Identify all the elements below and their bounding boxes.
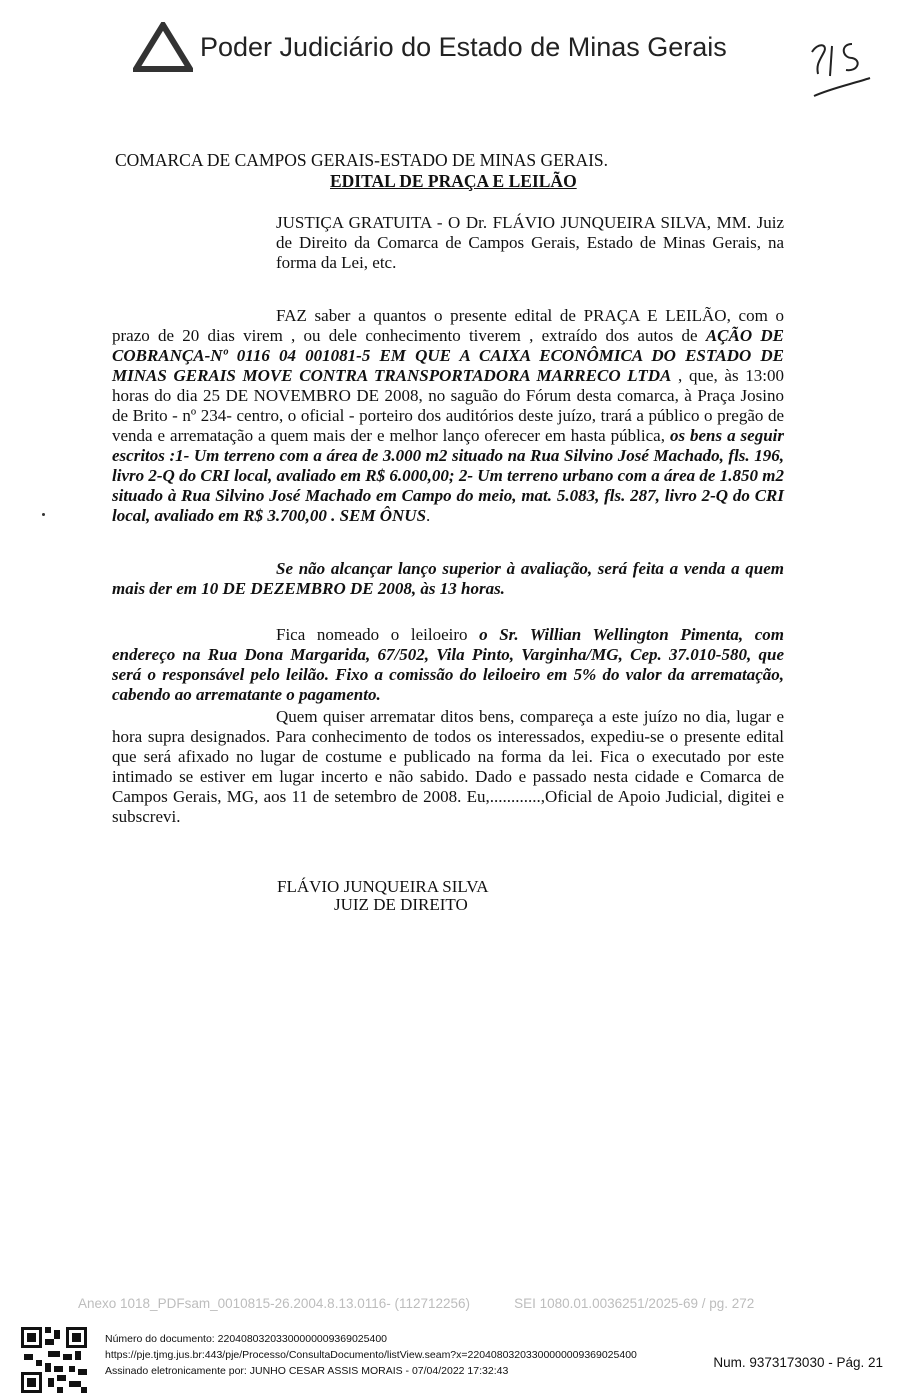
auctioneer-paragraph: [112, 625, 784, 705]
comarca-line: COMARCA DE CAMPOS GERAIS-ESTADO DE MINAS GERAIS.: [115, 150, 609, 170]
second-auction-paragraph: [112, 559, 784, 599]
qr-code-icon: [21, 1327, 87, 1393]
second-auction-text: Se não alcançar lanço superior à avaliação, será feita a venda a quem mais der em 10 DE DEZEMBRO DE 2008, às 13 horas.: [112, 559, 784, 598]
annex-reference: Anexo 1018_PDFsam_0010815-26.2004.8.13.0116- (112712256): [78, 1296, 471, 1311]
court-triangle-logo-icon: [133, 22, 193, 72]
edital-title: EDITAL DE PRAÇA E LEILÃO: [330, 171, 577, 191]
main-text-intro: FAZ saber a quantos o presente edital de PRAÇA E LEILÃO, com o prazo de 20 dias virem , ou dele conhecimento tiverem , extraído dos autos de: [112, 306, 784, 345]
signature-role: JUIZ DE DIREITO: [334, 895, 468, 914]
main-text-end: .: [426, 506, 431, 525]
case-identification: AÇÃO DE COBRANÇA-Nº 0116 04 001081-5 EM QUE A CAIXA ECONÔMICA DO ESTADO DE MINAS GERAIS MOVE CONTRA TRANSPORTADORA MARRECO LTDA: [112, 326, 784, 385]
sei-reference: SEI 1080.01.0036251/2025-69 / pg. 272: [514, 1296, 755, 1311]
main-text-schedule: , que, às 13:00 horas do dia 25 DE NOVEMBRO DE 2008, no saguão do Fórum desta comarca, à Praça Josino de Brito - nº 234- centro, o oficial - porteiro dos auditórios deste juízo, trará a público o pregão de venda e arrematação a quem mais der e melhor lanço oferecer em hasta pública,: [112, 366, 784, 445]
annex-footer: [78, 1296, 754, 1311]
handwritten-folio-number: [808, 38, 878, 100]
electronic-signature-metadata: [105, 1331, 637, 1379]
auctioneer-intro: Fica nomeado o leiloeiro: [276, 625, 480, 644]
scan-speck: [42, 513, 45, 516]
preamble-paragraph: JUSTIÇA GRATUITA - O Dr. FLÁVIO JUNQUEIRA SILVA, MM. Juiz de Direito da Comarca de Campos Gerais, Estado de Minas Gerais, na forma da Lei, etc.: [276, 213, 784, 272]
page-number: Num. 9373173030 - Pág. 21: [713, 1355, 883, 1370]
signed-by: Assinado eletronicamente por: JUNHO CESAR ASSIS MORAIS - 07/04/2022 17:32:43: [105, 1365, 509, 1377]
main-paragraph: [112, 306, 784, 526]
signature-name: FLÁVIO JUNQUEIRA SILVA: [277, 877, 489, 896]
document-number: Número do documento: 22040803203300000009369025400: [105, 1333, 387, 1345]
closing-text: Quem quiser arrematar ditos bens, compareça a este juízo no dia, lugar e hora supra designados. Para conhecimento de todos os interessados, expediu-se o presente edital que será afixado no lugar de costume e publicado na forma da lei. Fica o executado por este intimado se estiver em lugar incerto e não sabido. Dado e passado nesta cidade e Comarca de Campos Gerais, MG, aos 11 de setembro de 2008. Eu,............,Oficial de Apoio Judicial, digitei e subscrevi.: [112, 707, 784, 826]
closing-paragraph: [112, 707, 784, 827]
auctioneer-details: o Sr. Willian Wellington Pimenta, com endereço na Rua Dona Margarida, 67/502, Vila Pinto, Varginha/MG, Cep. 37.010-580, que será o responsável pelo leilão. Fixo a comissão do leiloeiro em 5% do valor da arrematação, cabendo ao arrematante o pagamento.: [112, 625, 784, 704]
assets-description: os bens a seguir escritos :1- Um terreno com a área de 3.000 m2 situado na Rua Silvino José Machado, fls. 196, livro 2-Q do CRI local, avaliado em R$ 6.000,00; 2- Um terreno urbano com a área de 1.850 m2 situado à Rua Silvino José Machado em Campo do meio, mat. 5.083, fls. 287, livro 2-Q do CRI local, avaliado em R$ 3.700,00 . SEM ÔNUS: [112, 426, 785, 525]
document-url: https://pje.tjmg.jus.br:443/pje/Processo/ConsultaDocumento/listView.seam?x=22040803203300000009369025400: [105, 1349, 637, 1361]
header-title: Poder Judiciário do Estado de Minas Gerais: [200, 32, 727, 62]
